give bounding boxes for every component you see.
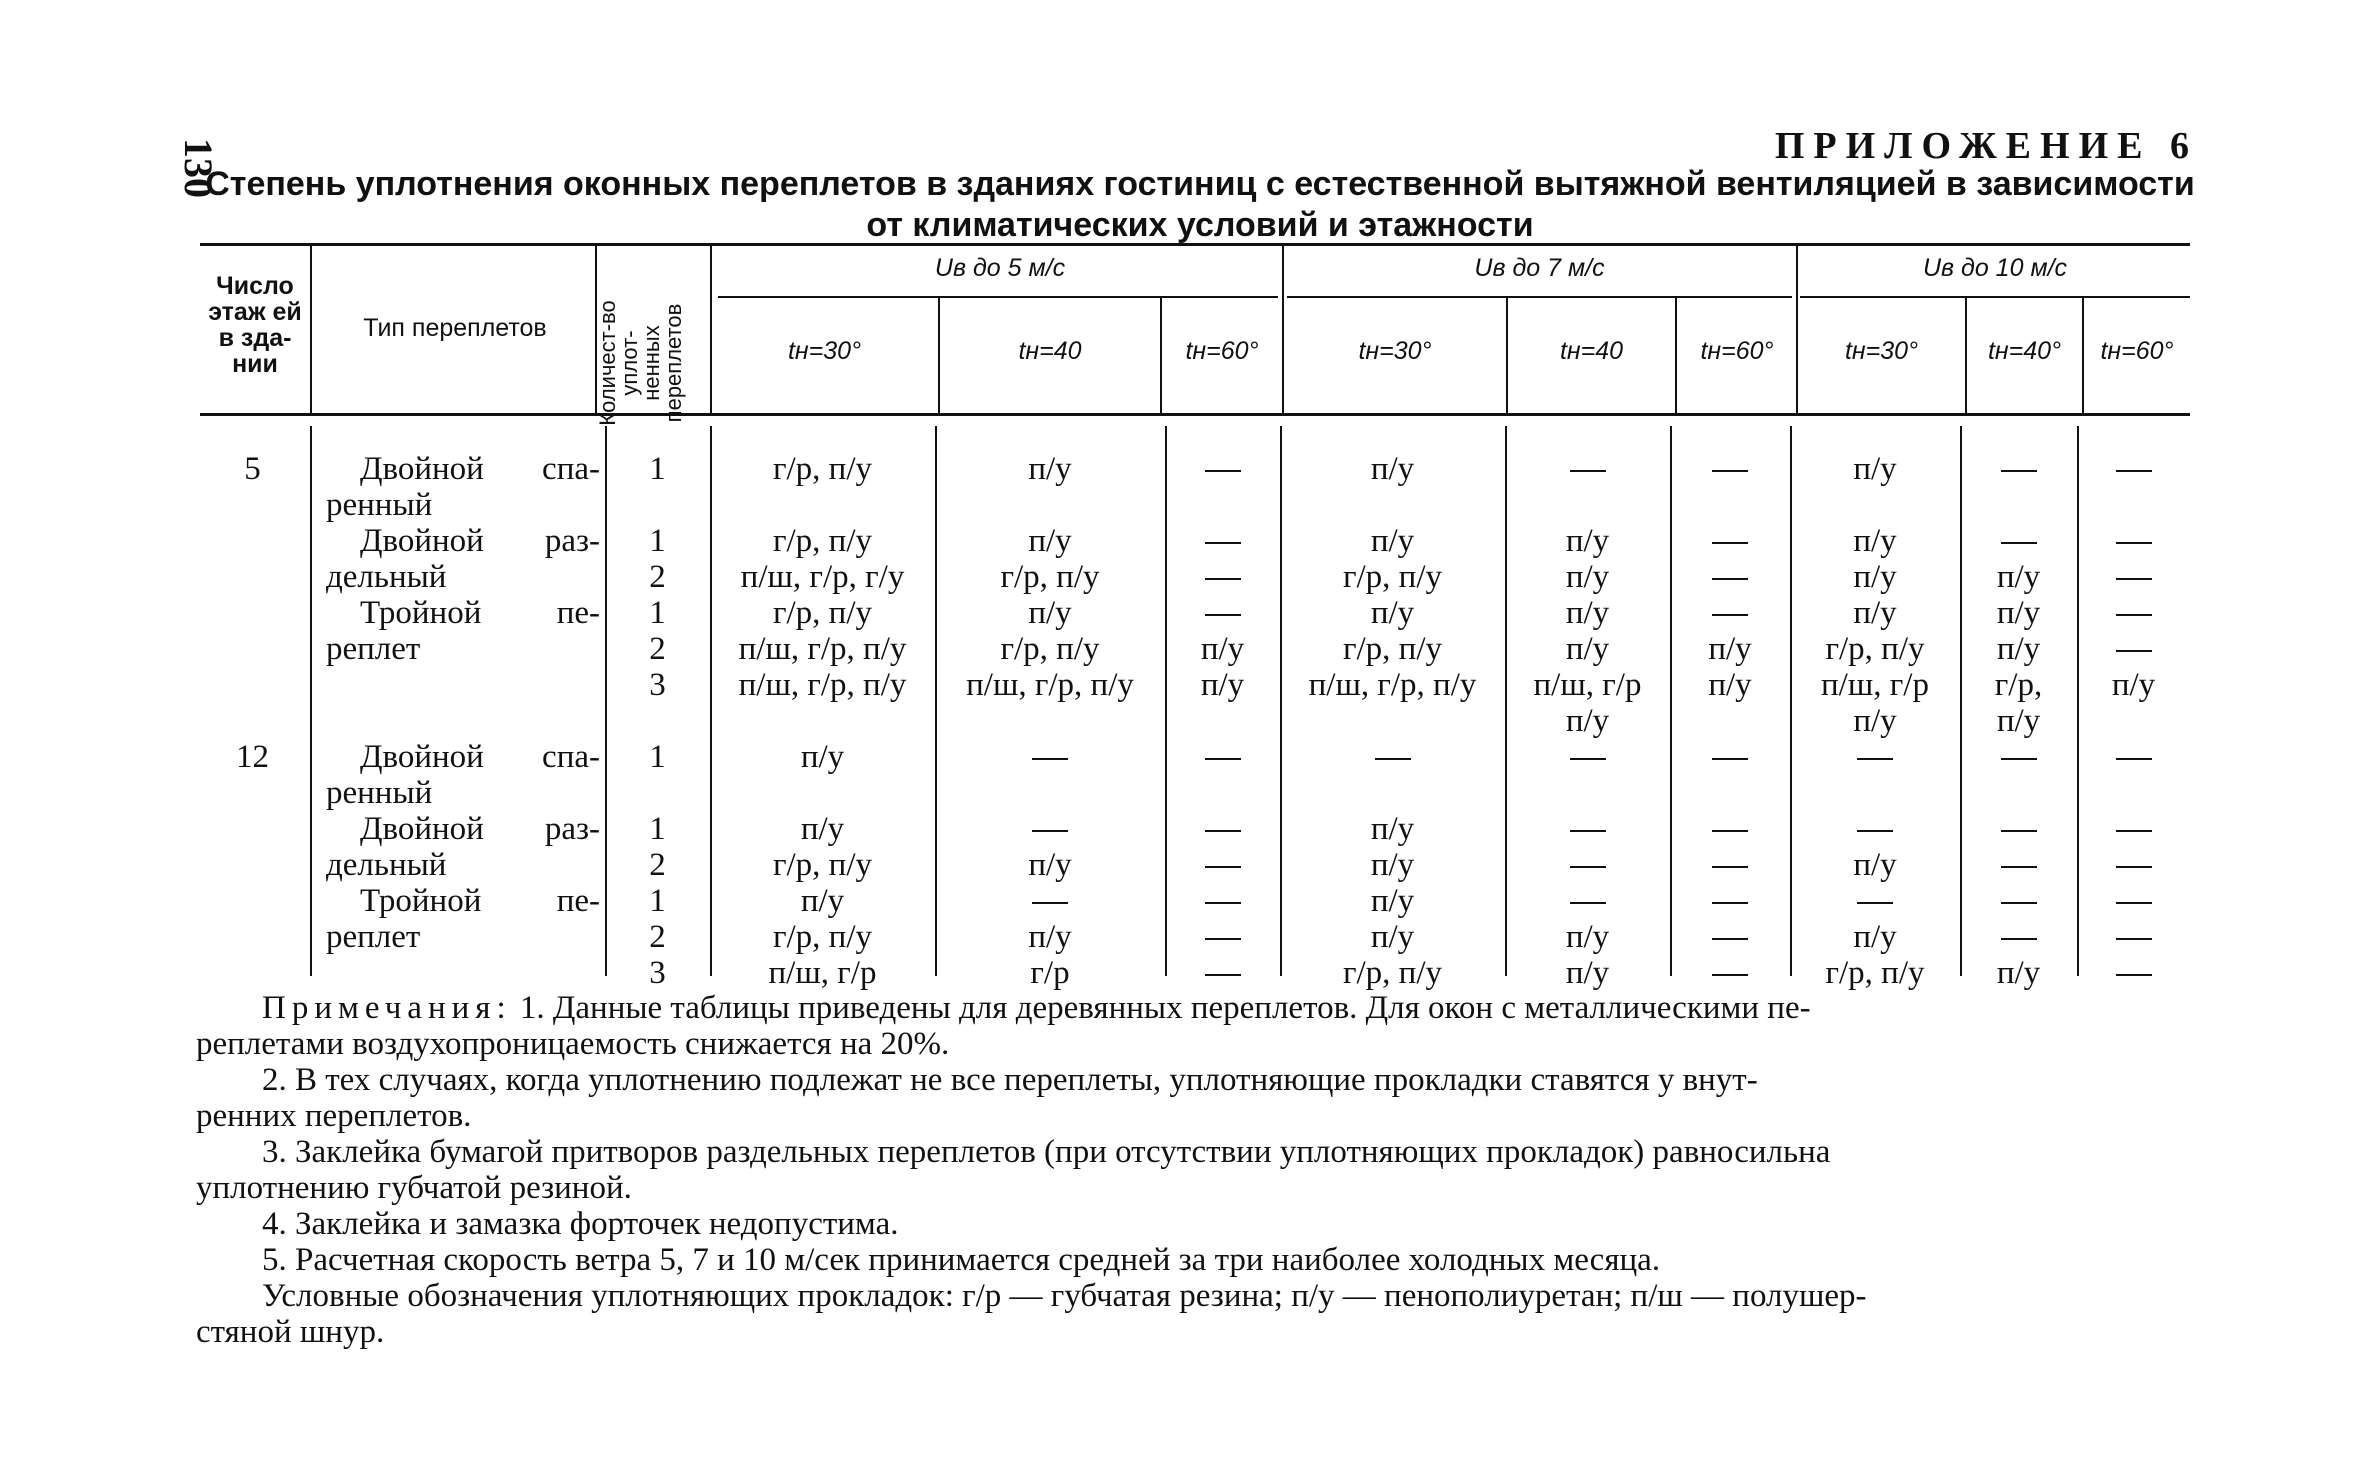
frame-type-line-1: Тройной пе-	[360, 883, 600, 919]
value-cell: п/ш, г/р	[1533, 667, 1642, 703]
value-cell	[2077, 451, 2190, 487]
header-vline-1	[310, 243, 312, 413]
value-cell	[1960, 883, 2077, 919]
dash-mark	[2116, 974, 2152, 976]
table-top-rule	[200, 243, 2190, 246]
appendix-label: ПРИЛОЖЕНИЕ 6	[1774, 125, 2198, 167]
value-cell: г/р, п/у	[772, 847, 873, 883]
value-cell	[1960, 451, 2077, 487]
value-cell	[2077, 955, 2190, 991]
dash-mark	[1032, 830, 1068, 832]
dash-mark	[1712, 470, 1748, 472]
header-w5-t40: tн=40	[1018, 337, 1082, 365]
value-cell	[1670, 523, 1790, 559]
value-cell: г/р,	[1994, 667, 2043, 703]
frame-type-line-1: Тройной пе-	[360, 595, 600, 631]
value-cell	[1165, 919, 1280, 955]
page-title	[205, 164, 2195, 246]
value-cell: п/у	[1996, 955, 2041, 991]
value-cell: п/у	[1565, 919, 1610, 955]
note-1-text-a: 1. Данные таблицы приведены для деревянных переплетов. Для окон с металлическими пе-	[519, 990, 1811, 1026]
value-cell: п/у	[1370, 811, 1415, 847]
title-line-1: Степень уплотнения оконных переплетов в зданиях гостиниц с естественной вытяжной вентиляцией в зависимости	[205, 165, 2195, 203]
value-cell	[1165, 595, 1280, 631]
value-cell: г/р, п/у	[772, 523, 873, 559]
value-cell: п/ш, г/р, п/у	[966, 667, 1134, 703]
dash-mark	[1205, 902, 1241, 904]
value-cell: п/у	[1370, 523, 1415, 559]
page-number: 130	[176, 138, 221, 198]
dash-mark	[2001, 938, 2037, 940]
value-cell	[1165, 955, 1280, 991]
dash-mark	[1205, 866, 1241, 868]
value-cell: п/у	[1200, 631, 1245, 667]
value-cell	[935, 811, 1165, 847]
dash-mark	[2116, 578, 2152, 580]
value-cell	[2077, 811, 2190, 847]
value-cell: п/у	[1028, 847, 1072, 883]
count-cell: 1	[649, 739, 666, 775]
count-cell: 3	[649, 667, 666, 703]
dash-mark	[1205, 938, 1241, 940]
dash-mark	[1570, 866, 1606, 868]
dash-mark	[1857, 758, 1893, 760]
value-cell-continued: п/у	[1996, 703, 2041, 739]
value-cell: п/у	[1565, 595, 1610, 631]
value-cell: г/р, п/у	[1825, 631, 1925, 667]
value-cell	[1670, 739, 1790, 775]
frame-type-line-1: Двойной раз-	[360, 811, 600, 847]
value-cell	[1960, 811, 2077, 847]
table-subheader-rule-3	[1800, 296, 2190, 298]
dash-mark	[1712, 866, 1748, 868]
header-w10-t40: tн=40°	[1987, 337, 2062, 365]
value-cell: г/р, п/у	[1342, 631, 1443, 667]
value-cell	[1165, 883, 1280, 919]
value-cell: п/ш, г/р, п/у	[738, 667, 907, 703]
dash-mark	[2001, 866, 2037, 868]
value-cell: п/у	[1200, 667, 1245, 703]
value-cell: п/у	[1853, 451, 1897, 487]
value-cell	[1165, 451, 1280, 487]
header-frame-type: Тип переплетов	[363, 314, 547, 342]
value-cell: п/ш, г/р, п/у	[738, 631, 907, 667]
legend-line: Условные обозначения уплотняющих прокладок: г/р — губчатая резина; п/у — пенополиуретан; п/ш — полушер-	[262, 1278, 1867, 1314]
value-cell: г/р, п/у	[1000, 559, 1100, 595]
count-cell: 1	[649, 811, 666, 847]
count-cell: 2	[649, 919, 666, 955]
value-cell: п/у	[800, 883, 845, 919]
value-cell	[1670, 451, 1790, 487]
dash-mark	[2116, 758, 2152, 760]
value-cell	[1505, 451, 1670, 487]
data-table	[200, 243, 2190, 991]
header-count: Количест-во уплот-ненных переплетов	[595, 300, 686, 426]
value-cell	[1670, 883, 1790, 919]
value-cell: п/у	[1028, 451, 1072, 487]
header-vline-4	[1282, 243, 1284, 413]
value-cell: п/у	[1370, 847, 1415, 883]
value-cell: п/ш, г/р, п/у	[1308, 667, 1477, 703]
legend-line-cont: стяной шнур.	[196, 1314, 385, 1350]
table-subheader-rule-2	[1287, 296, 1792, 298]
value-cell	[1960, 847, 2077, 883]
value-cell	[1280, 739, 1505, 775]
frame-type-line-1: Двойной спа-	[360, 739, 600, 775]
dash-mark	[1570, 902, 1606, 904]
note-1-cont: реплетами воздухопроницаемость снижается на 20%.	[196, 1026, 950, 1062]
header-floors: Число этаж ей в зда-нии	[208, 272, 302, 378]
value-cell	[2077, 523, 2190, 559]
value-cell: п/у	[2111, 667, 2156, 703]
value-cell	[1165, 559, 1280, 595]
value-cell	[2077, 631, 2190, 667]
value-cell: п/у	[1853, 595, 1897, 631]
dash-mark	[1712, 758, 1748, 760]
value-cell	[2077, 883, 2190, 919]
dash-mark	[2001, 542, 2037, 544]
note-2: 2. В тех случаях, когда уплотнению подлежат не все переплеты, уплотняющие прокладки ставятся у внут-	[262, 1062, 1758, 1098]
dash-mark	[1205, 830, 1241, 832]
value-cell: п/у	[1853, 847, 1897, 883]
value-cell	[1505, 847, 1670, 883]
dash-mark	[1712, 578, 1748, 580]
value-cell	[1165, 523, 1280, 559]
value-cell: г/р, п/у	[772, 451, 873, 487]
value-cell: п/у	[1370, 451, 1415, 487]
table-header-bottom-rule	[200, 413, 2190, 416]
dash-mark	[1032, 902, 1068, 904]
dash-mark	[1570, 758, 1606, 760]
count-cell: 1	[649, 883, 666, 919]
value-cell-continued: п/у	[1853, 703, 1897, 739]
count-cell: 1	[649, 451, 666, 487]
value-cell	[1165, 847, 1280, 883]
dash-mark	[1570, 830, 1606, 832]
value-cell: г/р	[1030, 955, 1070, 991]
note-4: 4. Заклейка и замазка форточек недопустима.	[262, 1206, 899, 1242]
count-cell: 2	[649, 559, 666, 595]
value-cell	[1165, 739, 1280, 775]
value-cell: п/у	[1853, 559, 1897, 595]
value-cell: г/р, п/у	[1000, 631, 1100, 667]
header-wind-10: Uв до 10 м/с	[1922, 254, 2068, 282]
value-cell	[1960, 739, 2077, 775]
value-cell	[1670, 919, 1790, 955]
dash-mark	[2116, 902, 2152, 904]
dash-mark	[2116, 614, 2152, 616]
value-cell: г/р, п/у	[1342, 559, 1443, 595]
value-cell: г/р, п/у	[1342, 955, 1443, 991]
dash-mark	[2116, 542, 2152, 544]
value-cell: п/у	[1028, 523, 1072, 559]
value-cell: п/у	[800, 811, 845, 847]
floors-value: 12	[236, 739, 269, 775]
value-cell	[1790, 739, 1960, 775]
dash-mark	[1205, 614, 1241, 616]
frame-type-line-2: ренный	[326, 487, 433, 523]
dash-mark	[1032, 758, 1068, 760]
count-cell: 1	[649, 523, 666, 559]
dash-mark	[1205, 758, 1241, 760]
value-cell	[1670, 847, 1790, 883]
notes-label: Примечания:	[262, 990, 512, 1026]
value-cell	[1790, 883, 1960, 919]
header-wind-5: Uв до 5 м/с	[934, 254, 1066, 282]
value-cell	[2077, 559, 2190, 595]
dash-mark	[1712, 542, 1748, 544]
title-line-2: от климатических условий и этажности	[866, 206, 1534, 244]
table-subheader-rule-1	[718, 296, 1278, 298]
header-w5-t60: tн=60°	[1185, 337, 1259, 365]
value-cell: п/у	[1996, 559, 2041, 595]
value-cell: п/у	[800, 739, 845, 775]
value-cell: п/у	[1565, 955, 1610, 991]
dash-mark	[1712, 974, 1748, 976]
header-vline-3	[710, 243, 712, 413]
value-cell	[1960, 919, 2077, 955]
value-cell	[1505, 739, 1670, 775]
dash-mark	[2116, 938, 2152, 940]
dash-mark	[2001, 830, 2037, 832]
notes-block	[196, 990, 2196, 1350]
value-cell: п/у	[1708, 667, 1752, 703]
note-1	[196, 990, 2196, 1026]
value-cell: п/у	[1370, 883, 1415, 919]
frame-type-line-2: реплет	[326, 919, 421, 955]
value-cell	[1505, 811, 1670, 847]
value-cell	[935, 883, 1165, 919]
body-vline-1	[310, 426, 312, 976]
note-2-cont: ренних переплетов.	[196, 1098, 472, 1134]
frame-type-line-2: дельный	[326, 559, 447, 595]
dash-mark	[2001, 902, 2037, 904]
frame-type-line-1: Двойной спа-	[360, 451, 600, 487]
header-w7-t30: tн=30°	[1358, 337, 1432, 365]
dash-mark	[1205, 542, 1241, 544]
dash-mark	[1205, 974, 1241, 976]
dash-mark	[2116, 470, 2152, 472]
value-cell	[1670, 955, 1790, 991]
value-cell	[1670, 811, 1790, 847]
value-cell: п/у	[1996, 595, 2041, 631]
value-cell	[1960, 523, 2077, 559]
value-cell	[1790, 811, 1960, 847]
frame-type-line-2: ренный	[326, 775, 433, 811]
dash-mark	[2116, 866, 2152, 868]
dash-mark	[2001, 470, 2037, 472]
header-w10-t30: tн=30°	[1844, 337, 1919, 365]
note-3-cont: уплотнению губчатой резиной.	[196, 1170, 632, 1206]
value-cell: п/у	[1565, 631, 1610, 667]
value-cell: п/у	[1565, 559, 1610, 595]
value-cell: г/р, п/у	[772, 595, 873, 631]
header-w7-t60: tн=60°	[1700, 337, 1774, 365]
value-cell-continued: п/у	[1565, 703, 1610, 739]
value-cell: г/р, п/у	[1825, 955, 1925, 991]
count-cell: 2	[649, 847, 666, 883]
frame-type-line-2: дельный	[326, 847, 447, 883]
dash-mark	[1712, 830, 1748, 832]
dash-mark	[1712, 938, 1748, 940]
frame-type-line-1: Двойной раз-	[360, 523, 600, 559]
value-cell	[935, 739, 1165, 775]
header-w5-t30: tн=30°	[787, 337, 862, 365]
value-cell	[1165, 811, 1280, 847]
header-w7-t40: tн=40	[1559, 337, 1624, 365]
value-cell	[2077, 739, 2190, 775]
dash-mark	[1375, 758, 1411, 760]
frame-type-line-2: реплет	[326, 631, 421, 667]
value-cell: п/у	[1565, 523, 1610, 559]
dash-mark	[2116, 830, 2152, 832]
header-w10-t60: tн=60°	[2100, 337, 2174, 365]
note-3: 3. Заклейка бумагой притворов раздельных переплетов (при отсутствии уплотняющих прокладок) равносильна	[262, 1134, 1831, 1170]
value-cell: п/у	[1853, 919, 1897, 955]
dash-mark	[1205, 470, 1241, 472]
count-cell: 2	[649, 631, 666, 667]
dash-mark	[1205, 578, 1241, 580]
dash-mark	[1857, 902, 1893, 904]
value-cell: п/у	[1996, 631, 2041, 667]
note-5: 5. Расчетная скорость ветра 5, 7 и 10 м/сек принимается средней за три наиболее холодных месяца.	[262, 1242, 1661, 1278]
value-cell: п/у	[1853, 523, 1897, 559]
dash-mark	[1712, 614, 1748, 616]
value-cell	[1670, 595, 1790, 631]
value-cell: г/р, п/у	[772, 919, 873, 955]
value-cell	[2077, 919, 2190, 955]
value-cell: п/у	[1028, 595, 1072, 631]
header-wind-7: Uв до 7 м/с	[1474, 254, 1605, 282]
value-cell: п/ш, г/р, г/у	[740, 559, 905, 595]
header-vline-5	[1796, 243, 1798, 413]
dash-mark	[1712, 902, 1748, 904]
value-cell: п/ш, г/р	[768, 955, 877, 991]
floors-value: 5	[244, 451, 261, 487]
value-cell: п/у	[1028, 919, 1072, 955]
dash-mark	[1570, 470, 1606, 472]
value-cell: п/у	[1370, 919, 1415, 955]
count-cell: 3	[649, 955, 666, 991]
value-cell	[2077, 847, 2190, 883]
value-cell: п/у	[1708, 631, 1752, 667]
value-cell: п/ш, г/р	[1821, 667, 1929, 703]
value-cell	[1670, 559, 1790, 595]
dash-mark	[2116, 650, 2152, 652]
count-cell: 1	[649, 595, 666, 631]
value-cell	[1505, 883, 1670, 919]
value-cell: п/у	[1370, 595, 1415, 631]
dash-mark	[2001, 758, 2037, 760]
dash-mark	[1857, 830, 1893, 832]
value-cell	[2077, 595, 2190, 631]
